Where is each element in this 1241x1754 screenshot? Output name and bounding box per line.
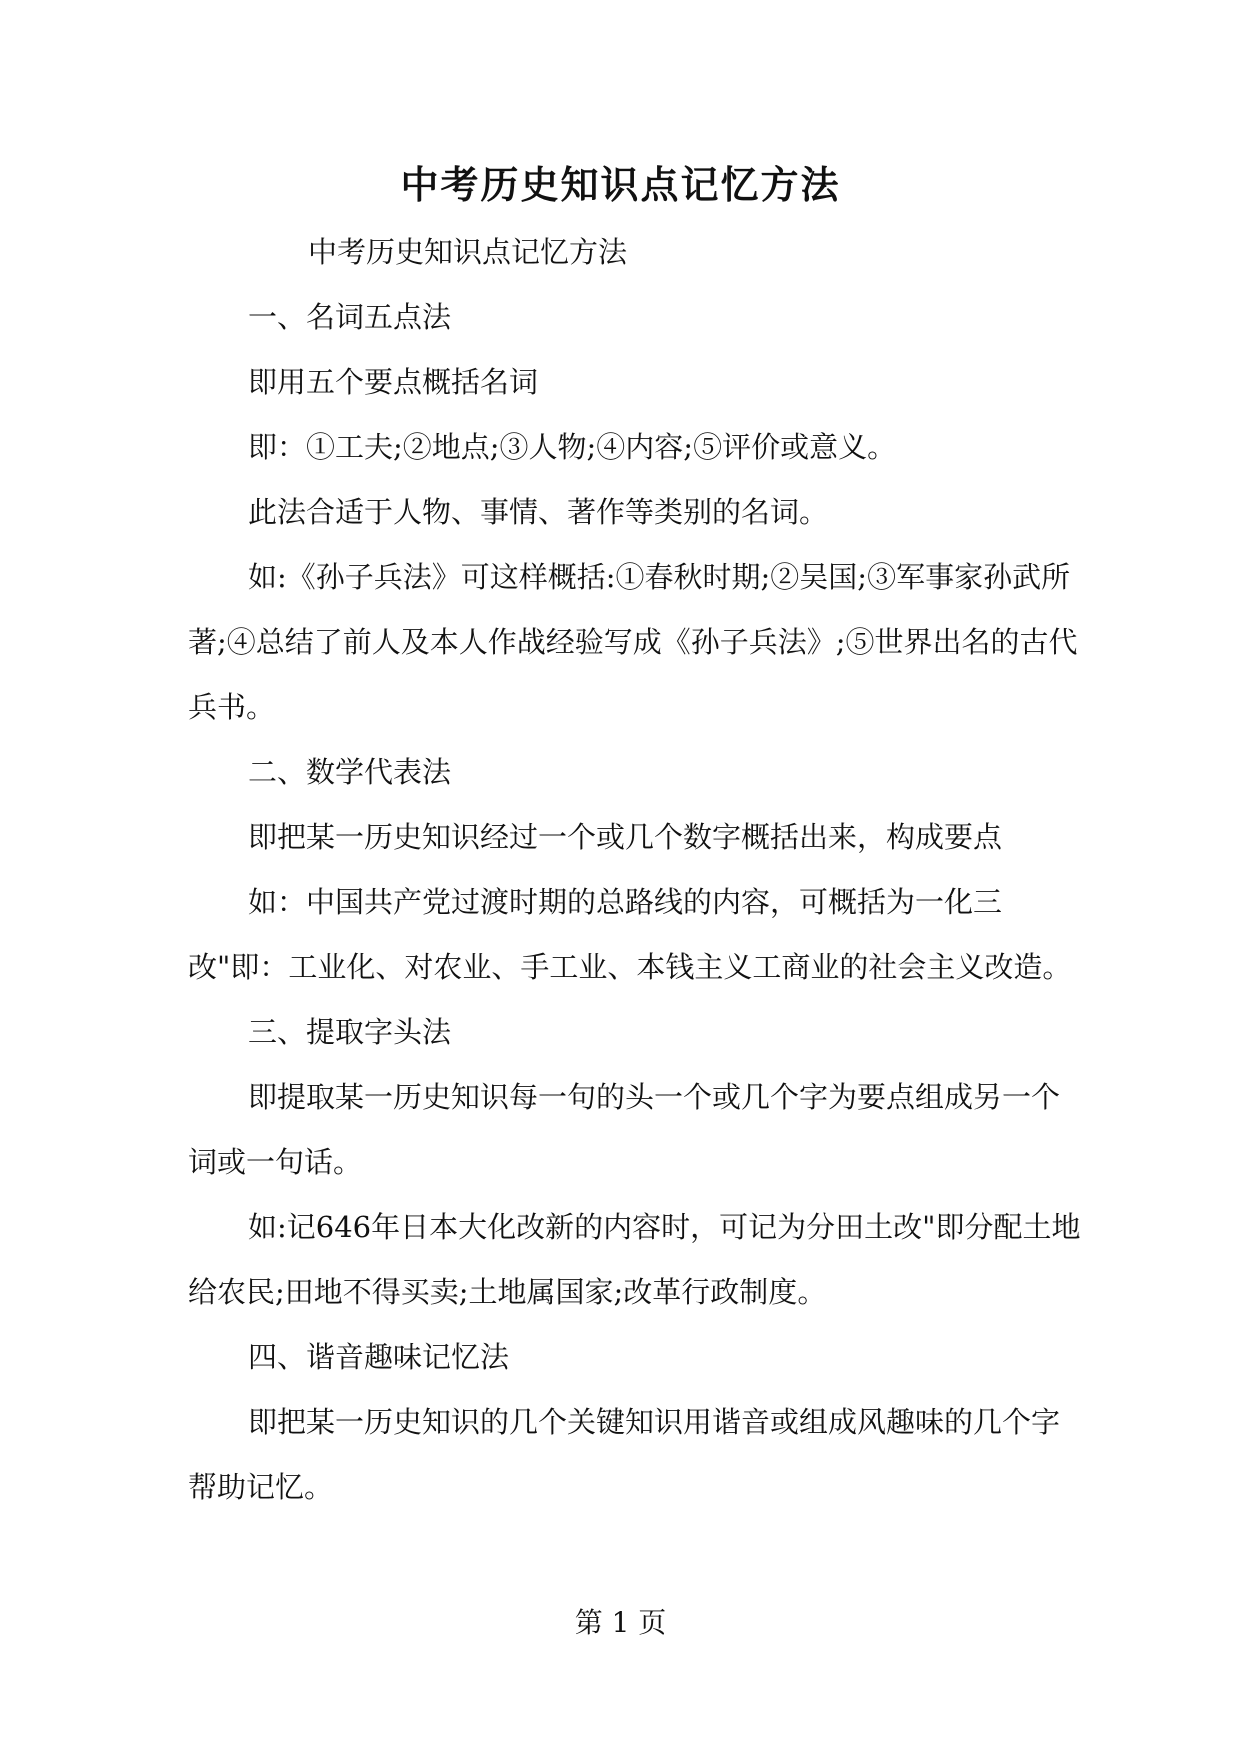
- paragraph: 即：①工夫;②地点;③人物;④内容;⑤评价或意义。: [248, 430, 897, 464]
- paragraph: 即用五个要点概括名词: [248, 365, 539, 399]
- section-heading-2: 二、数学代表法: [248, 755, 452, 789]
- section-heading-3: 三、提取字头法: [248, 1015, 452, 1049]
- paragraph: 如：中国共产党过渡时期的总路线的内容，可概括为一化三改"即：工业化、对农业、手工业、本钱主义工商业的社会主义改造。: [188, 885, 1072, 984]
- paragraph: 即把某一历史知识的几个关键知识用谐音或组成风趣味的几个字帮助记忆。: [188, 1405, 1061, 1504]
- section-heading-4: 四、谐音趣味记忆法: [248, 1340, 510, 1374]
- paragraph-subtitle: 中考历史知识点记忆方法: [308, 235, 628, 269]
- paragraph: 即把某一历史知识经过一个或几个数字概括出来，构成要点: [248, 820, 1003, 854]
- paragraph: 如:《孙子兵法》可这样概括:①春秋时期;②吴国;③军事家孙武所著;④总结了前人及本人作战经验写成《孙子兵法》;⑤世界出名的古代兵书。: [188, 560, 1078, 724]
- document-title: 中考历史知识点记忆方法: [400, 162, 841, 207]
- paragraph: 此法合适于人物、事情、著作等类别的名词。: [248, 495, 829, 529]
- document-body: [188, 220, 1088, 1520]
- section-heading-1: 一、名词五点法: [248, 300, 452, 334]
- paragraph: 如:记646年日本大化改新的内容时，可记为分田土改"即分配土地给农民;田地不得买卖;土地属国家;改革行政制度。: [188, 1210, 1081, 1309]
- page-number: 第 1 页: [574, 1606, 667, 1639]
- paragraph: 即提取某一历史知识每一句的头一个或几个字为要点组成另一个词或一句话。: [188, 1080, 1061, 1179]
